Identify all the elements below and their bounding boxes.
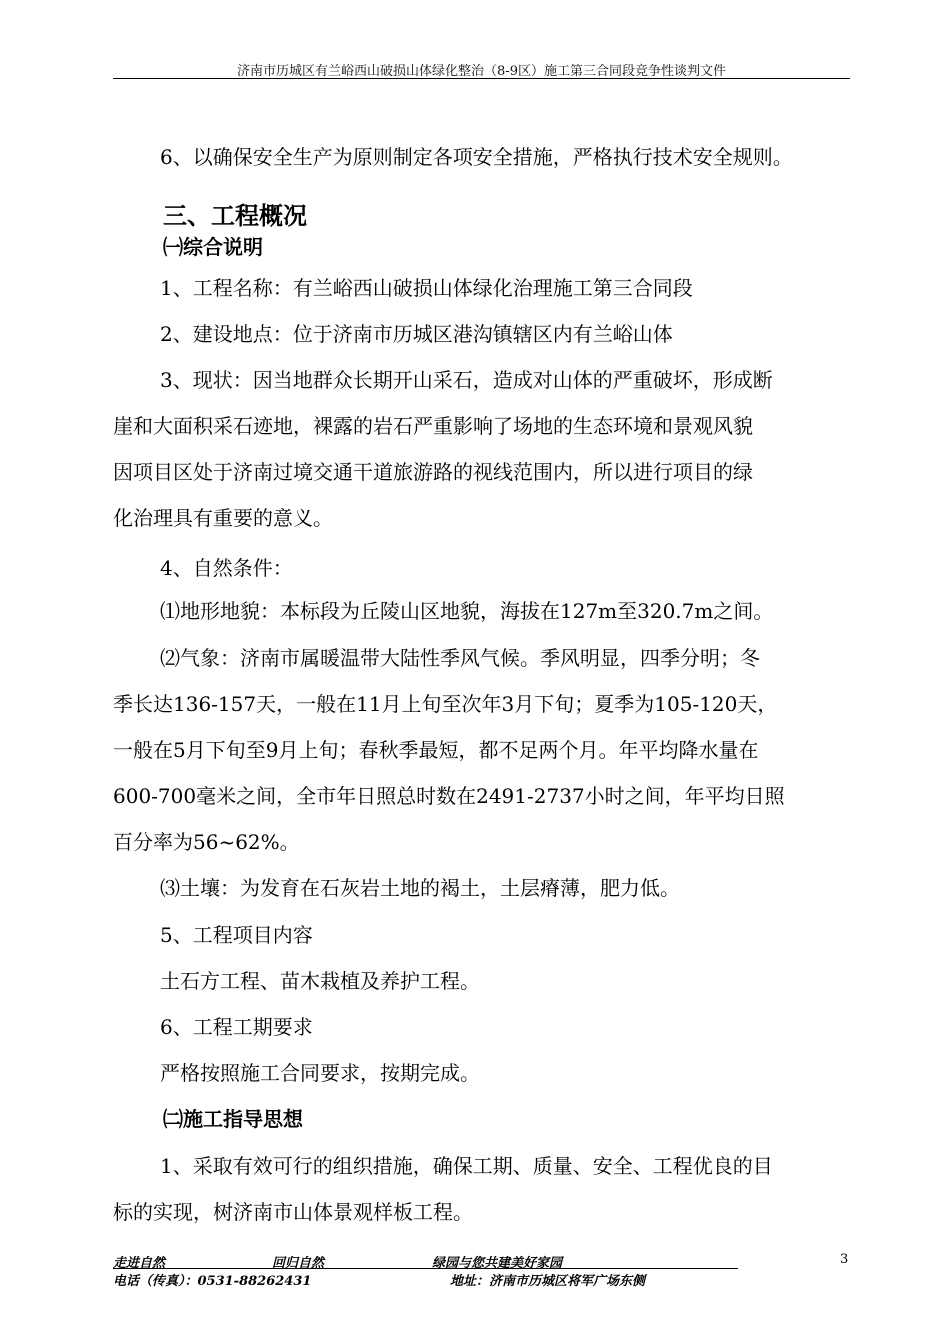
guidance-line1: 1、采取有效可行的组织措施，确保工期、质量、安全、工程优良的目 — [160, 1154, 773, 1178]
item-status-line4: 化治理具有重要的意义。 — [113, 506, 333, 530]
item-location: 2、建设地点：位于济南市历城区港沟镇辖区内有兰峪山体 — [160, 322, 673, 346]
item-project-name: 1、工程名称：有兰峪西山破损山体绿化治理施工第三合同段 — [160, 276, 693, 300]
header-divider — [113, 78, 850, 79]
footer-divider — [113, 1268, 738, 1269]
section-title: 三、工程概况 — [163, 202, 307, 230]
item-schedule-text: 严格按照施工合同要求，按期完成。 — [160, 1061, 480, 1085]
item-climate-line2: 季长达136-157天，一般在11月上旬至次年3月下旬；夏季为105-120天， — [113, 692, 778, 716]
item-project-content: 5、工程项目内容 — [160, 923, 313, 947]
guidance-line2: 标的实现，树济南市山体景观样板工程。 — [113, 1200, 473, 1224]
footer-phone: 电话（传真）：0531-88262431 — [113, 1274, 312, 1289]
footer-slogan-1: 走进自然 — [113, 1256, 166, 1271]
item-climate-line4: 600-700毫米之间，全市年日照总时数在2491-2737小时之间，年平均日照 — [113, 784, 785, 808]
item-soil: ⑶土壤：为发育在石灰岩土地的褐土，土层瘠薄，肥力低。 — [160, 876, 680, 900]
item-status-line3: 因项目区处于济南过境交通干道旅游路的视线范围内，所以进行项目的绿 — [113, 460, 753, 484]
item-climate-line5: 百分率为56~62%。 — [113, 830, 300, 854]
footer-slogan-3: 绿园与您共建美好家园 — [432, 1256, 563, 1271]
item-status-line2: 崖和大面积采石迹地，裸露的岩石严重影响了场地的生态环境和景观风貌 — [113, 414, 753, 438]
item-climate-line1: ⑵气象：济南市属暖温带大陆性季风气候。季风明显，四季分明；冬 — [160, 646, 760, 670]
footer-slogan-2: 回归自然 — [272, 1256, 325, 1271]
page-header-title: 济南市历城区有兰峪西山破损山体绿化整治（8-9区）施工第三合同段竞争性谈判文件 — [237, 64, 726, 79]
item-natural-conditions: 4、自然条件： — [160, 556, 293, 580]
subsection-title-general: ㈠综合说明 — [163, 235, 263, 259]
item-climate-line3: 一般在5月下旬至9月上旬；春秋季最短，都不足两个月。年平均降水量在 — [113, 738, 759, 762]
footer-address: 地址：济南市历城区将军广场东侧 — [450, 1274, 646, 1289]
paragraph-safety-rule: 6、以确保安全生产为原则制定各项安全措施，严格执行技术安全规则。 — [160, 145, 793, 169]
subsection-title-guidance: ㈡施工指导思想 — [163, 1107, 303, 1131]
item-schedule: 6、工程工期要求 — [160, 1015, 313, 1039]
page-number: 3 — [840, 1252, 849, 1267]
item-project-content-text: 土石方工程、苗木栽植及养护工程。 — [160, 969, 480, 993]
item-status-line1: 3、现状：因当地群众长期开山采石，造成对山体的严重破坏，形成断 — [160, 368, 773, 392]
item-terrain: ⑴地形地貌：本标段为丘陵山区地貌，海拔在127m至320.7m之间。 — [160, 599, 774, 623]
